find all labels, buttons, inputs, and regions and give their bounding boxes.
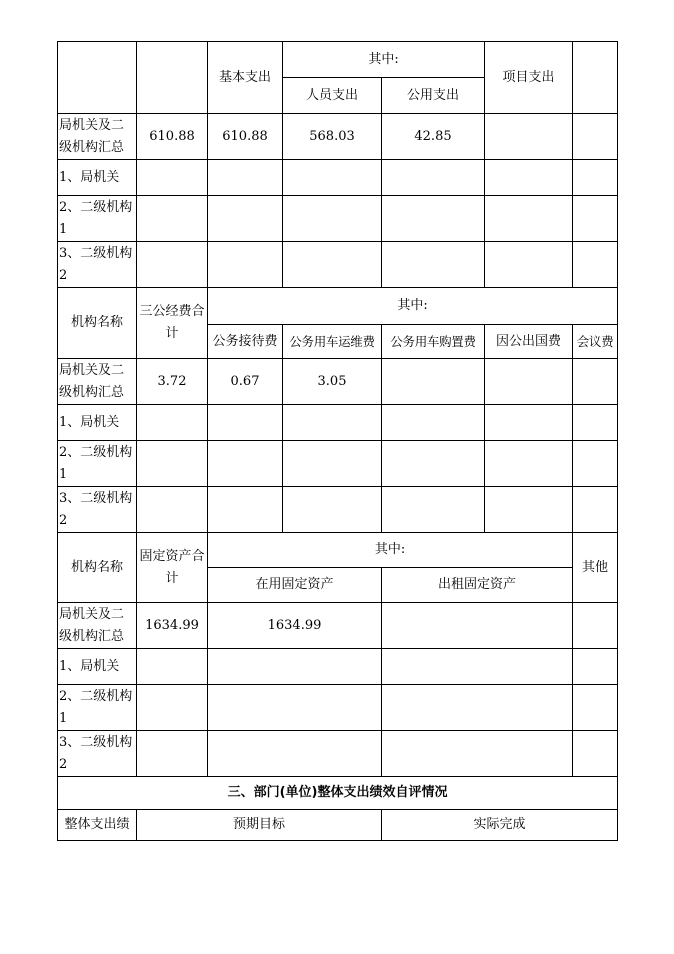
overall-expenditure-header: 整体支出绩 [58, 810, 137, 841]
cell-total [137, 649, 208, 685]
row-name: 1、局机关 [58, 405, 137, 441]
cell-abroad [485, 359, 573, 405]
cell-vehicle-purchase [382, 487, 485, 533]
row-name: 1、局机关 [58, 649, 137, 685]
row-name: 2、二级机构1 [58, 441, 137, 487]
cell-total [137, 242, 208, 288]
cell-rented [382, 603, 573, 649]
cell-vehicle-purchase [382, 359, 485, 405]
cell-other [573, 196, 618, 242]
three-public-of-which-header: 其中: [208, 288, 618, 325]
cell-personnel [283, 242, 382, 288]
row-name: 局机关及二级机构汇总 [58, 359, 137, 405]
public-expenditure-header: 公用支出 [382, 78, 485, 114]
table-row [58, 487, 618, 533]
cell-other [573, 603, 618, 649]
cell-meeting [573, 441, 618, 487]
expenditure-corner-cell [58, 42, 137, 114]
cell-other [573, 731, 618, 777]
cell-vehicle-purchase [382, 441, 485, 487]
fixed-assets-other-header: 其他 [573, 533, 618, 603]
cell-reception [208, 441, 283, 487]
cell-personnel: 568.03 [283, 114, 382, 160]
cell-vehicle-maint: 3.05 [283, 359, 382, 405]
actual-completion-header: 实际完成 [382, 810, 618, 841]
cell-in-use: 1634.99 [208, 603, 382, 649]
cell-rented [382, 731, 573, 777]
cell-total [137, 487, 208, 533]
in-use-assets-header: 在用固定资产 [208, 568, 382, 603]
cell-reception: 0.67 [208, 359, 283, 405]
cell-project [485, 114, 573, 160]
cell-other [573, 114, 618, 160]
cell-total: 1634.99 [137, 603, 208, 649]
cell-total [137, 685, 208, 731]
fixed-assets-of-which-header: 其中: [208, 533, 573, 568]
cell-vehicle-maint [283, 487, 382, 533]
reception-fee-header: 公务接待费 [208, 325, 283, 359]
table-row [58, 196, 618, 242]
cell-public: 42.85 [382, 114, 485, 160]
cell-reception [208, 405, 283, 441]
cell-abroad [485, 441, 573, 487]
expenditure-extra-header [573, 42, 618, 114]
three-public-org-name-header: 机构名称 [58, 288, 137, 359]
vehicle-maintenance-header: 公务用车运维费 [283, 325, 382, 359]
expenditure-of-which-header: 其中: [283, 42, 485, 78]
cell-reception [208, 487, 283, 533]
fixed-assets-org-name-header: 机构名称 [58, 533, 137, 603]
table-row [58, 731, 618, 777]
basic-expenditure-header: 基本支出 [208, 42, 283, 114]
personnel-expenditure-header: 人员支出 [283, 78, 382, 114]
row-name: 1、局机关 [58, 160, 137, 196]
project-expenditure-header: 项目支出 [485, 42, 573, 114]
cell-other [573, 685, 618, 731]
cell-abroad [485, 487, 573, 533]
cell-abroad [485, 405, 573, 441]
fixed-assets-total-header: 固定资产合计 [137, 533, 208, 603]
vehicle-purchase-header: 公务用车购置费 [382, 325, 485, 359]
abroad-fee-header: 因公出国费 [485, 325, 573, 359]
cell-total [137, 196, 208, 242]
cell-vehicle-maint [283, 405, 382, 441]
expenditure-total-header [137, 42, 208, 114]
table-row [58, 441, 618, 487]
rented-assets-header: 出租固定资产 [382, 568, 573, 603]
cell-public [382, 196, 485, 242]
cell-rented [382, 685, 573, 731]
meeting-fee-header: 会议费 [573, 325, 618, 359]
cell-basic [208, 160, 283, 196]
cell-total [137, 160, 208, 196]
table-row [58, 242, 618, 288]
cell-basic [208, 196, 283, 242]
table-row [58, 649, 618, 685]
table-row [58, 685, 618, 731]
row-name: 局机关及二级机构汇总 [58, 603, 137, 649]
performance-section-title: 三、部门(单位)整体支出绩效自评情况 [58, 777, 618, 810]
cell-project [485, 242, 573, 288]
cell-in-use [208, 731, 382, 777]
cell-in-use [208, 649, 382, 685]
cell-total [137, 441, 208, 487]
row-name: 3、二级机构2 [58, 731, 137, 777]
cell-other [573, 649, 618, 685]
cell-meeting [573, 405, 618, 441]
cell-project [485, 160, 573, 196]
expected-goal-header: 预期目标 [137, 810, 382, 841]
cell-total [137, 405, 208, 441]
table-row [58, 160, 618, 196]
cell-total [137, 731, 208, 777]
cell-public [382, 242, 485, 288]
table-row [58, 405, 618, 441]
table-row [58, 114, 618, 160]
cell-project [485, 196, 573, 242]
cell-vehicle-purchase [382, 405, 485, 441]
cell-basic: 610.88 [208, 114, 283, 160]
row-name: 2、二级机构1 [58, 685, 137, 731]
cell-other [573, 160, 618, 196]
cell-meeting [573, 359, 618, 405]
three-public-total-header: 三公经费合计 [137, 288, 208, 359]
budget-table [57, 41, 618, 841]
row-name: 局机关及二级机构汇总 [58, 114, 137, 160]
cell-vehicle-maint [283, 441, 382, 487]
cell-other [573, 242, 618, 288]
cell-public [382, 160, 485, 196]
cell-personnel [283, 160, 382, 196]
row-name: 3、二级机构2 [58, 487, 137, 533]
table-row [58, 359, 618, 405]
row-name: 3、二级机构2 [58, 242, 137, 288]
cell-total: 3.72 [137, 359, 208, 405]
cell-rented [382, 649, 573, 685]
cell-in-use [208, 685, 382, 731]
cell-total: 610.88 [137, 114, 208, 160]
table-row [58, 603, 618, 649]
row-name: 2、二级机构1 [58, 196, 137, 242]
cell-basic [208, 242, 283, 288]
cell-meeting [573, 487, 618, 533]
cell-personnel [283, 196, 382, 242]
